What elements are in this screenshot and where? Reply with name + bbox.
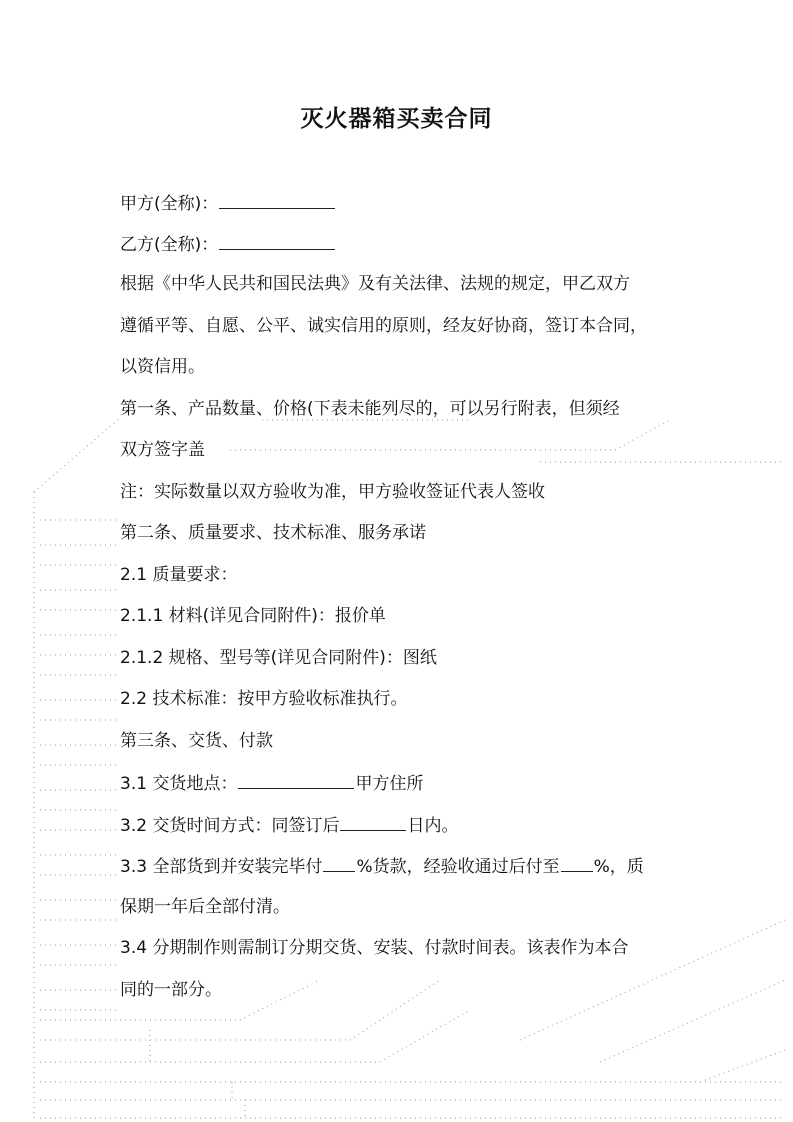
section-2-1: 2.1 质量要求：: [120, 565, 238, 585]
section-3-2-suffix: 日内。: [407, 816, 459, 836]
section-3-3-part-a: 3.3 全部货到并安装完毕付: [120, 857, 323, 877]
party-b-blank[interactable]: [219, 231, 335, 250]
party-a-label: 甲方(全称)：: [120, 194, 219, 214]
section-3-4-line-2: 同的一部分。: [120, 980, 222, 1000]
delivery-days-blank[interactable]: [340, 812, 406, 831]
section-3-1: [120, 770, 423, 796]
section-2-1-1: 2.1.1 材料(详见合同附件)：报价单: [120, 606, 386, 626]
section-2-2: 2.2 技术标准：按甲方验收标准执行。: [120, 689, 408, 709]
section-3-3-part-b: %货款，经验收通过后付至: [356, 857, 560, 877]
delivery-location-blank[interactable]: [238, 770, 354, 789]
section-2-1-2: 2.1.2 规格、型号等(详见合同附件)：图纸: [120, 648, 437, 668]
intro-line-2: 遵循平等、自愿、公平、诚实信用的原则，经友好协商，签订本合同，: [120, 316, 647, 336]
section-3-3-line-2: 保期一年后全部付清。: [120, 897, 290, 917]
article-2-title: 第二条、质量要求、技术标准、服务承诺: [120, 523, 426, 543]
party-b-line: [120, 231, 336, 257]
section-3-1-value: 甲方住所: [355, 774, 424, 794]
party-b-label: 乙方(全称)：: [120, 235, 219, 255]
article-1-line-2: 双方签字盖: [120, 440, 205, 460]
article-3-title: 第三条、交货、付款: [120, 731, 273, 751]
section-3-1-label: 3.1 交货地点：: [120, 774, 238, 794]
section-3-3-part-c: %，质: [593, 857, 644, 877]
document-title: 灭火器箱买卖合同: [300, 106, 493, 132]
section-3-3-line-1: [120, 853, 644, 879]
section-3-2: [120, 812, 458, 838]
section-3-4-line-1: 3.4 分期制作则需制订分期交货、安装、付款时间表。该表作为本合: [120, 938, 629, 958]
payment-percent-blank-1[interactable]: [323, 853, 355, 872]
intro-line-3: 以资信用。: [120, 357, 205, 377]
party-a-line: [120, 190, 336, 216]
party-a-blank[interactable]: [219, 190, 335, 209]
intro-line-1: 根据《中华人民共和国民法典》及有关法律、法规的规定，甲乙双方: [120, 274, 630, 294]
payment-percent-blank-2[interactable]: [561, 853, 593, 872]
article-1-line-1: 第一条、产品数量、价格(下表未能列尽的，可以另行附表，但须经: [120, 399, 620, 419]
note-line: 注：实际数量以双方验收为准，甲方验收签证代表人签收: [120, 482, 545, 502]
section-3-2-label: 3.2 交货时间方式：同签订后: [120, 816, 340, 836]
